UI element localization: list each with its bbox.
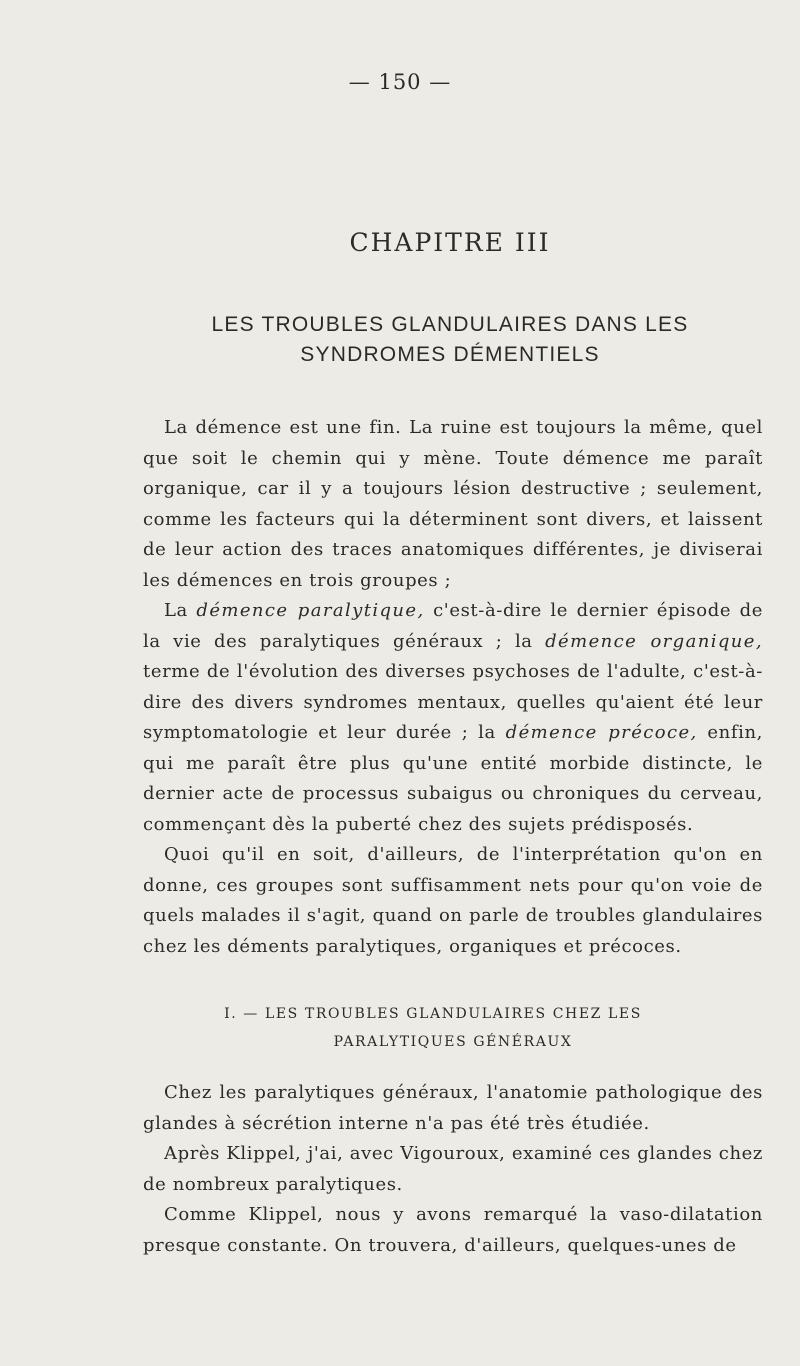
- body-text-intro: [143, 413, 763, 962]
- paragraph-6: Comme Klippel, nous y avons remarqué la vaso-dilatation presque constante. On trouvera, d'ailleurs, quelques-unes de: [143, 1204, 763, 1256]
- paragraph-2-part-b: c'est-à-dire le dernier épisode de la vie des paralytiques généraux ; la: [143, 600, 763, 652]
- paragraph-2-part-d: enfin, qui me paraît être plus qu'une entité morbide distincte, le dernier acte de processus subaigus ou chroniques du cerveau, commençant dès la puberté chez des sujets prédisposés.: [143, 722, 763, 835]
- paragraph-4: Chez les paralytiques généraux, l'anatomie pathologique des glandes à sécrétion interne n'a pas été très étudiée.: [143, 1082, 763, 1134]
- subsection-heading-line-1: I. — LES TROUBLES GLANDULAIRES CHEZ LES: [224, 1006, 642, 1022]
- term-paralytic-dementia: démence paralytique,: [196, 600, 425, 621]
- paragraph-1: La démence est une fin. La ruine est toujours la même, quel que soit le chemin qui y mène. Toute démence me paraît organique, car il y a toujours lésion destructive ; seulement, comme les facteurs qui la déterminent sont divers, et laissent de leur action des traces anatomiques différentes, je diviserai les démences en trois groupes ;: [143, 417, 763, 591]
- subsection-heading-line-2: PARALYTIQUES GÉNÉRAUX: [333, 1034, 573, 1050]
- paragraph-5: Après Klippel, j'ai, avec Vigouroux, examiné ces glandes chez de nombreux paralytiques.: [143, 1143, 763, 1195]
- section-title: [0, 310, 800, 370]
- chapter-title: CHAPITRE III: [349, 228, 551, 257]
- term-precocious-dementia: démence précoce,: [505, 722, 698, 743]
- paragraph-2: [143, 596, 763, 840]
- paragraph-2-part-c: terme de l'évolution des diverses psychoses de l'adulte, c'est-à-dire des divers syndromes mentaux, quelles qu'aient été leur symptomatologie et leur durée ; la: [143, 661, 763, 743]
- paragraph-2-part-a: La: [164, 600, 197, 621]
- section-title-line-2: SYNDROMES DÉMENTIELS: [300, 343, 600, 366]
- subsection-heading: [143, 1000, 763, 1056]
- body-text-section-1: [143, 1078, 763, 1261]
- term-organic-dementia: démence organique,: [545, 630, 763, 652]
- paragraph-3: Quoi qu'il en soit, d'ailleurs, de l'interprétation qu'on en donne, ces groupes sont suffisamment nets pour qu'on voie de quels malades il s'agit, quand on parle de troubles glandulaires chez les déments paralytiques, organiques et précoces.: [143, 844, 763, 957]
- page-number: — 150 —: [348, 70, 452, 94]
- section-title-line-1: LES TROUBLES GLANDULAIRES DANS LES: [211, 313, 689, 336]
